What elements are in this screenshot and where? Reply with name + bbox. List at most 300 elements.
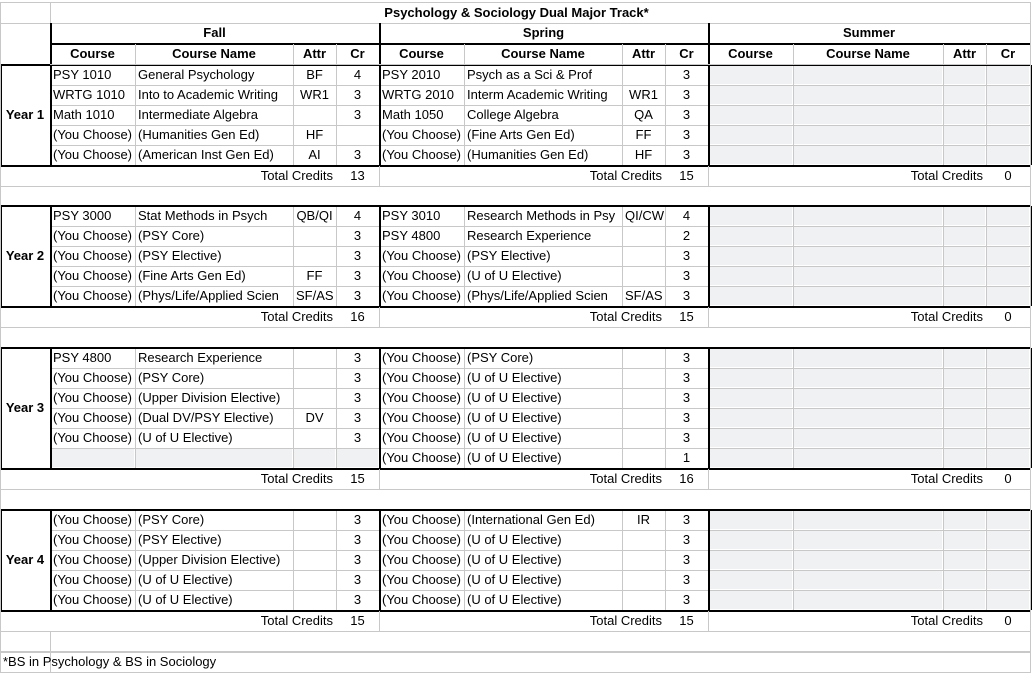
course-attr: HF xyxy=(305,127,324,142)
row-border xyxy=(50,368,1030,369)
col-border xyxy=(336,44,337,64)
course-attr xyxy=(293,550,336,570)
course-credits: 3 xyxy=(353,147,362,162)
course-name: (American Inst Gen Ed) xyxy=(138,147,274,162)
shaded-cell xyxy=(794,126,942,144)
course-attr: AI xyxy=(308,147,321,162)
course-credits xyxy=(336,125,379,145)
course-attr xyxy=(622,226,665,246)
shaded-cell xyxy=(987,389,1029,407)
course-attr: QB/QI xyxy=(296,208,333,223)
shaded-cell xyxy=(794,227,942,245)
col-border xyxy=(379,206,381,306)
course-code: (You Choose) xyxy=(382,248,462,263)
col-border xyxy=(293,65,294,165)
col-border xyxy=(135,348,136,468)
row-border xyxy=(50,388,1030,389)
total-credits-value: 0 xyxy=(1004,613,1012,628)
course-attr xyxy=(622,550,665,570)
col-border xyxy=(464,206,465,306)
course-code: (You Choose) xyxy=(53,552,133,567)
course-code: PSY 3010 xyxy=(382,208,441,223)
course-attr xyxy=(622,388,665,408)
col-border xyxy=(135,510,136,610)
row-border xyxy=(50,530,1030,531)
course-code: Math 1010 xyxy=(53,107,115,122)
col-border xyxy=(665,348,666,468)
col-border xyxy=(708,307,709,327)
shaded-cell xyxy=(709,409,792,427)
shaded-cell xyxy=(709,511,792,529)
col-border xyxy=(622,206,623,306)
course-name: (U of U Elective) xyxy=(467,450,562,465)
shaded-cell xyxy=(709,591,792,609)
course-code: (You Choose) xyxy=(382,268,462,283)
course-name: (U of U Elective) xyxy=(467,532,562,547)
col-border xyxy=(708,611,709,631)
course-credits: 3 xyxy=(682,532,691,547)
shaded-cell xyxy=(709,106,792,124)
course-name: (PSY Core) xyxy=(138,370,205,385)
shaded-cell xyxy=(794,86,942,104)
shaded-cell xyxy=(987,531,1029,549)
course-credits: 3 xyxy=(353,288,362,303)
shaded-cell xyxy=(944,66,985,84)
course-attr xyxy=(293,348,336,368)
col-header-cr: Cr xyxy=(1000,46,1016,61)
shaded-cell xyxy=(987,429,1029,447)
col-border xyxy=(50,23,52,64)
col-header-course: Course xyxy=(70,46,115,61)
course-attr xyxy=(622,448,665,468)
course-attr: SF/AS xyxy=(625,288,663,303)
col-border xyxy=(379,166,380,186)
shaded-cell xyxy=(794,349,942,367)
term-header-fall: Fall xyxy=(203,25,226,40)
total-credits-label: Total Credits xyxy=(589,471,662,486)
course-code: (You Choose) xyxy=(382,532,462,547)
row-border xyxy=(50,550,1030,551)
row-border xyxy=(50,246,1030,247)
course-credits: 2 xyxy=(682,228,691,243)
total-credits-value: 15 xyxy=(679,168,694,183)
course-credits: 4 xyxy=(353,67,362,82)
course-attr: BF xyxy=(306,67,323,82)
course-code: WRTG 2010 xyxy=(382,87,455,102)
course-code: (You Choose) xyxy=(53,248,133,263)
row-border xyxy=(50,85,1030,86)
course-attr xyxy=(622,266,665,286)
col-border xyxy=(379,510,381,610)
course-code: (You Choose) xyxy=(382,390,462,405)
col-border xyxy=(50,2,51,23)
course-name: (U of U Elective) xyxy=(467,268,562,283)
course-name: (Upper Division Elective) xyxy=(138,552,281,567)
course-code: PSY 3000 xyxy=(53,208,112,223)
course-credits: 1 xyxy=(682,450,691,465)
year-label: Year 1 xyxy=(5,107,45,122)
col-border xyxy=(793,510,794,610)
shaded-cell xyxy=(944,409,985,427)
course-attr xyxy=(293,226,336,246)
col-border xyxy=(135,65,136,165)
course-name: (U of U Elective) xyxy=(138,572,233,587)
col-border xyxy=(336,510,337,610)
row-border xyxy=(50,226,1030,227)
course-code: (You Choose) xyxy=(53,228,133,243)
shaded-cell xyxy=(987,86,1029,104)
course-name: (Humanities Gen Ed) xyxy=(138,127,260,142)
row-border xyxy=(0,347,1030,349)
total-credits-value: 16 xyxy=(350,309,365,324)
shaded-cell xyxy=(794,66,942,84)
shaded-cell xyxy=(987,571,1029,589)
course-name: (Upper Division Elective) xyxy=(138,390,281,405)
total-credits-value: 16 xyxy=(679,471,694,486)
shaded-cell xyxy=(709,429,792,447)
course-name: College Algebra xyxy=(467,107,559,122)
total-credits-value: 0 xyxy=(1004,471,1012,486)
course-code: (You Choose) xyxy=(382,430,462,445)
shaded-cell xyxy=(709,287,792,305)
shaded-cell xyxy=(709,349,792,367)
shaded-cell xyxy=(987,106,1029,124)
course-name: Intermediate Algebra xyxy=(138,107,258,122)
course-name: (U of U Elective) xyxy=(138,430,233,445)
row-border xyxy=(0,23,1030,24)
course-code: (You Choose) xyxy=(53,572,133,587)
course-code: (You Choose) xyxy=(382,410,462,425)
shaded-cell xyxy=(987,126,1029,144)
total-credits-value: 0 xyxy=(1004,309,1012,324)
course-name: (PSY Core) xyxy=(138,228,205,243)
row-border xyxy=(0,631,1030,632)
total-credits-value: 15 xyxy=(679,613,694,628)
course-code: Math 1050 xyxy=(382,107,444,122)
shaded-cell xyxy=(794,207,942,225)
col-border xyxy=(622,510,623,610)
col-border xyxy=(293,510,294,610)
course-name: (U of U Elective) xyxy=(467,390,562,405)
term-header-summer: Summer xyxy=(842,25,896,40)
course-code: (You Choose) xyxy=(53,430,133,445)
shaded-cell xyxy=(987,287,1029,305)
total-credits-label: Total Credits xyxy=(910,471,983,486)
course-credits: 3 xyxy=(682,268,691,283)
shaded-cell xyxy=(987,551,1029,569)
col-border xyxy=(943,510,944,610)
col-border xyxy=(379,469,380,489)
shaded-cell xyxy=(794,389,942,407)
col-border xyxy=(793,44,794,64)
col-border xyxy=(379,611,380,631)
shaded-cell xyxy=(794,511,942,529)
course-name: (PSY Core) xyxy=(467,350,534,365)
course-attr: IR xyxy=(637,512,650,527)
shaded-cell xyxy=(987,449,1029,467)
total-credits-label: Total Credits xyxy=(589,168,662,183)
course-credits: 3 xyxy=(353,87,362,102)
course-credits xyxy=(336,448,379,468)
course-attr: QI/CW xyxy=(625,208,664,223)
course-name: General Psychology xyxy=(138,67,255,82)
shaded-cell xyxy=(944,267,985,285)
row-border xyxy=(0,327,1030,328)
course-credits: 3 xyxy=(353,350,362,365)
col-border xyxy=(379,23,381,64)
course-credits: 3 xyxy=(353,107,362,122)
course-attr: SF/AS xyxy=(296,288,334,303)
shaded-cell xyxy=(709,146,792,164)
shaded-cell xyxy=(709,86,792,104)
shaded-cell xyxy=(709,571,792,589)
col-border xyxy=(986,206,987,306)
course-attr xyxy=(622,348,665,368)
term-header-spring: Spring xyxy=(522,25,565,40)
course-attr xyxy=(293,368,336,388)
course-name: (U of U Elective) xyxy=(467,572,562,587)
col-border xyxy=(665,206,666,306)
col-border xyxy=(293,348,294,468)
course-attr: WR1 xyxy=(629,87,658,102)
total-credits-label: Total Credits xyxy=(260,168,333,183)
course-credits: 3 xyxy=(682,288,691,303)
row-border xyxy=(50,64,1030,65)
col-border xyxy=(50,65,52,165)
course-name: (U of U Elective) xyxy=(467,552,562,567)
shaded-cell xyxy=(944,511,985,529)
course-code: (You Choose) xyxy=(53,512,133,527)
course-code: (You Choose) xyxy=(53,147,133,162)
course-code: (You Choose) xyxy=(53,592,133,607)
col-border xyxy=(943,348,944,468)
course-attr xyxy=(293,448,336,468)
course-code: (You Choose) xyxy=(382,370,462,385)
course-name: (Fine Arts Gen Ed) xyxy=(138,268,246,283)
col-border xyxy=(622,348,623,468)
year-label: Year 4 xyxy=(5,552,45,567)
course-credits: 3 xyxy=(353,370,362,385)
course-name: (Dual DV/PSY Elective) xyxy=(138,410,274,425)
course-code: WRTG 1010 xyxy=(53,87,126,102)
row-border xyxy=(50,428,1030,429)
course-code: PSY 4800 xyxy=(382,228,441,243)
course-name: (PSY Elective) xyxy=(138,248,222,263)
col-header-attr: Attr xyxy=(952,46,977,61)
col-border xyxy=(293,206,294,306)
course-attr xyxy=(622,246,665,266)
shaded-cell xyxy=(987,511,1029,529)
course-code: (You Choose) xyxy=(382,592,462,607)
col-border xyxy=(336,206,337,306)
course-credits: 3 xyxy=(353,430,362,445)
shaded-cell xyxy=(944,126,985,144)
course-name: Research Experience xyxy=(467,228,592,243)
col-border xyxy=(986,510,987,610)
course-credits: 3 xyxy=(353,512,362,527)
col-border xyxy=(622,65,623,165)
col-border xyxy=(943,65,944,165)
course-name: Interm Academic Writing xyxy=(467,87,608,102)
course-code: (You Choose) xyxy=(53,410,133,425)
course-credits: 4 xyxy=(682,208,691,223)
course-credits: 3 xyxy=(682,147,691,162)
col-border xyxy=(293,44,294,64)
course-code: PSY 4800 xyxy=(53,350,112,365)
col-border xyxy=(50,206,52,306)
course-name: Research Methods in Psy xyxy=(467,208,616,223)
total-credits-value: 15 xyxy=(350,471,365,486)
shaded-cell xyxy=(944,449,985,467)
course-credits: 3 xyxy=(682,370,691,385)
course-attr xyxy=(622,530,665,550)
course-code: (You Choose) xyxy=(382,350,462,365)
shaded-cell xyxy=(944,227,985,245)
shaded-cell xyxy=(944,287,985,305)
col-border xyxy=(793,348,794,468)
shaded-cell xyxy=(709,389,792,407)
shaded-cell xyxy=(709,126,792,144)
course-code: (You Choose) xyxy=(382,572,462,587)
col-border xyxy=(665,510,666,610)
shaded-cell xyxy=(794,551,942,569)
course-name: (PSY Elective) xyxy=(138,532,222,547)
col-border xyxy=(665,44,666,64)
course-credits: 3 xyxy=(682,390,691,405)
course-name: (International Gen Ed) xyxy=(467,512,595,527)
course-credits: 3 xyxy=(353,228,362,243)
course-credits: 3 xyxy=(682,552,691,567)
shaded-cell xyxy=(794,287,942,305)
shaded-cell xyxy=(709,551,792,569)
course-attr xyxy=(622,65,665,85)
shaded-cell xyxy=(794,531,942,549)
shaded-cell xyxy=(987,369,1029,387)
course-attr: WR1 xyxy=(300,87,329,102)
course-code: (You Choose) xyxy=(382,450,462,465)
shaded-cell xyxy=(794,429,942,447)
shaded-cell xyxy=(944,146,985,164)
shaded-cell xyxy=(709,369,792,387)
shaded-cell xyxy=(944,247,985,265)
shaded-cell xyxy=(987,146,1029,164)
course-name: (U of U Elective) xyxy=(138,592,233,607)
row-border xyxy=(50,408,1030,409)
shaded-cell xyxy=(794,449,942,467)
course-code: (You Choose) xyxy=(53,390,133,405)
shaded-cell xyxy=(944,86,985,104)
course-code: (You Choose) xyxy=(53,288,133,303)
shaded-cell xyxy=(987,227,1029,245)
shaded-cell xyxy=(709,267,792,285)
course-attr xyxy=(293,510,336,530)
course-code: (You Choose) xyxy=(382,127,462,142)
shaded-cell xyxy=(794,106,942,124)
course-attr: HF xyxy=(634,147,653,162)
col-border xyxy=(336,348,337,468)
course-attr: QA xyxy=(634,107,653,122)
course-code: (You Choose) xyxy=(53,127,133,142)
course-name: (U of U Elective) xyxy=(467,430,562,445)
total-credits-value: 15 xyxy=(679,309,694,324)
course-name: (U of U Elective) xyxy=(467,410,562,425)
course-attr xyxy=(293,246,336,266)
course-credits: 3 xyxy=(353,592,362,607)
shaded-cell xyxy=(987,267,1029,285)
col-header-attr: Attr xyxy=(631,46,656,61)
course-name: (U of U Elective) xyxy=(467,592,562,607)
col-border xyxy=(708,469,709,489)
col-header-course: Course xyxy=(399,46,444,61)
course-attr xyxy=(622,428,665,448)
course-credits: 3 xyxy=(353,572,362,587)
course-name: Stat Methods in Psych xyxy=(138,208,268,223)
total-credits-label: Total Credits xyxy=(260,613,333,628)
shaded-cell xyxy=(709,207,792,225)
course-credits: 3 xyxy=(682,248,691,263)
course-code: (You Choose) xyxy=(53,268,133,283)
course-name: Research Experience xyxy=(138,350,263,365)
shaded-cell xyxy=(987,409,1029,427)
col-header-cr: Cr xyxy=(679,46,694,61)
col-border xyxy=(943,44,944,64)
course-attr xyxy=(622,408,665,428)
col-border xyxy=(379,65,381,165)
course-code: (You Choose) xyxy=(382,147,462,162)
course-credits: 3 xyxy=(682,512,691,527)
col-border xyxy=(986,348,987,468)
course-code: (You Choose) xyxy=(382,288,462,303)
course-attr xyxy=(293,428,336,448)
course-credits: 3 xyxy=(353,268,362,283)
total-credits-label: Total Credits xyxy=(260,309,333,324)
course-name xyxy=(135,448,293,468)
col-header-course-name: Course Name xyxy=(172,46,256,61)
shaded-cell xyxy=(794,409,942,427)
col-header-cr: Cr xyxy=(350,46,365,61)
course-credits: 3 xyxy=(682,572,691,587)
course-code: (You Choose) xyxy=(53,532,133,547)
shaded-cell xyxy=(944,349,985,367)
course-name: (Humanities Gen Ed) xyxy=(467,147,589,162)
col-border xyxy=(708,65,710,165)
shaded-cell xyxy=(944,531,985,549)
page-title: Psychology & Sociology Dual Major Track* xyxy=(384,5,649,20)
col-border xyxy=(464,44,465,64)
row-border xyxy=(50,590,1030,591)
col-border xyxy=(708,23,710,64)
total-credits-value: 15 xyxy=(350,613,365,628)
course-attr xyxy=(622,590,665,610)
shaded-cell xyxy=(944,207,985,225)
total-credits-label: Total Credits xyxy=(910,168,983,183)
course-name: Into to Academic Writing xyxy=(138,87,278,102)
col-border xyxy=(943,206,944,306)
col-header-course: Course xyxy=(728,46,773,61)
course-name: Psych as a Sci & Prof xyxy=(467,67,592,82)
col-border xyxy=(464,65,465,165)
footnote: *BS in Psychology & BS in Sociology xyxy=(3,654,217,669)
course-credits: 3 xyxy=(682,592,691,607)
col-border xyxy=(708,206,710,306)
total-credits-value: 13 xyxy=(350,168,365,183)
shaded-cell xyxy=(794,571,942,589)
shaded-cell xyxy=(944,551,985,569)
row-border xyxy=(0,205,1030,207)
row-border xyxy=(50,266,1030,267)
col-border xyxy=(793,65,794,165)
col-border xyxy=(708,348,710,468)
